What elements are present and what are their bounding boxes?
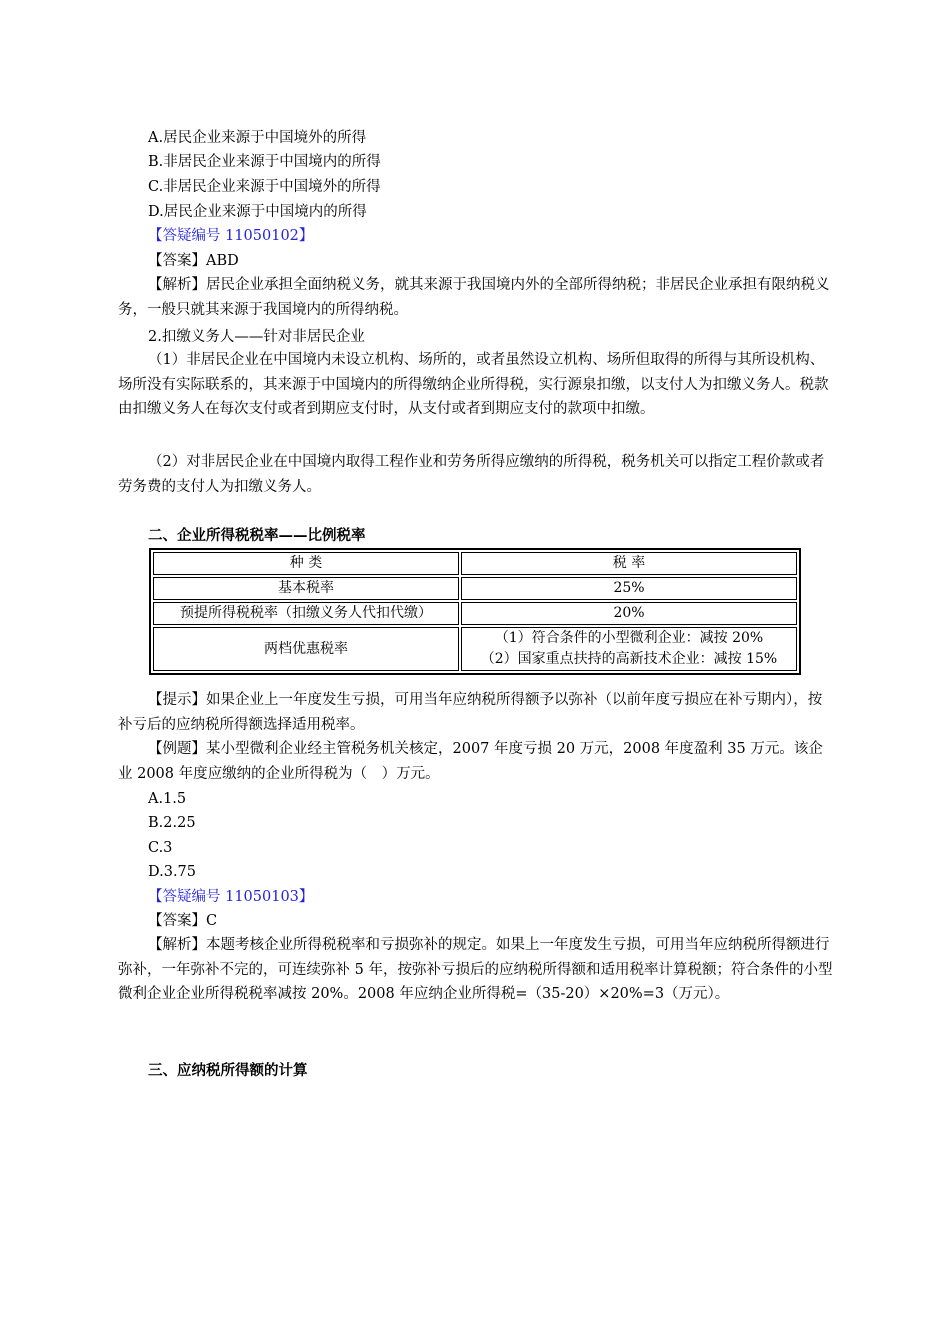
table-row-preferential	[153, 627, 797, 671]
option-b: B.非居民企业来源于中国境内的所得	[148, 154, 381, 170]
example-text: 【例题】某小型微利企业经主管税务机关核定，2007 年度亏损 20 万元，2008 年度盈利 35 万元。该企业 2008 年度应缴纳的企业所得税为（ ）万元。	[118, 741, 823, 782]
table-row	[153, 602, 797, 625]
option-d: D.居民企业来源于中国境内的所得	[148, 204, 367, 220]
row-rate: 20%	[461, 602, 797, 625]
analysis-paragraph	[118, 273, 836, 322]
withholding-p2-text: （2）对非居民企业在中国境内取得工程作业和劳务所得应缴纳的所得税，税务机关可以指定工程价款或者劳务费的支付人为扣缴义务人。	[118, 454, 825, 495]
option-a: A.1.5	[148, 791, 187, 807]
table-row	[153, 577, 797, 600]
tip-text: 【提示】如果企业上一年度发生亏损，可用当年应纳税所得额予以弥补（以前年度亏损应在补亏期内），按补亏后的应纳税所得额选择适用税率。	[118, 692, 823, 733]
row-rate: 25%	[461, 577, 797, 600]
section-heading-tax-rate: 二、企业所得税税率——比例税率	[148, 528, 366, 544]
section-heading-taxable-income: 三、应纳税所得额的计算	[148, 1063, 308, 1079]
answer: 【答案】C	[148, 913, 218, 929]
option-d: D.3.75	[148, 864, 197, 880]
pref-rate-2: （2）国家重点扶持的高新技术企业：减按 15%	[480, 651, 778, 667]
header-rate: 税 率	[461, 552, 797, 575]
row-kind: 基本税率	[153, 577, 459, 600]
option-b: B.2.25	[148, 815, 196, 831]
withholding-p1-text: （1）非居民企业在中国境内未设立机构、场所的，或者虽然设立机构、场所但取得的所得与其所设机构、场所没有实际联系的，其来源于中国境内的所得缴纳企业所得税，实行源泉扣缴，以支付人为扣缴义务人。税款由扣缴义务人在每次支付或者到期应支付时，从支付或者到期应支付的款项中扣缴。	[118, 352, 829, 417]
answer: 【答案】ABD	[148, 253, 239, 269]
header-kind: 种 类	[153, 552, 459, 575]
option-c: C.3	[148, 840, 173, 856]
withholding-p2	[118, 450, 836, 499]
row-rate-list	[461, 627, 797, 671]
tip-paragraph	[118, 688, 836, 737]
row-kind: 预提所得税税率（扣缴义务人代扣代缴）	[153, 602, 459, 625]
option-c: C.非居民企业来源于中国境外的所得	[148, 179, 381, 195]
withholding-title: 2.扣缴义务人——针对非居民企业	[148, 329, 365, 345]
table-header-row	[153, 552, 797, 575]
tax-rate-table	[149, 548, 801, 675]
qa-reference-link[interactable]: 【答疑编号 11050102】	[148, 228, 314, 244]
option-a: A.居民企业来源于中国境外的所得	[148, 130, 367, 146]
analysis-text: 【解析】本题考核企业所得税税率和亏损弥补的规定。如果上一年度发生亏损，可用当年应纳税所得额进行弥补，一年弥补不完的，可连续弥补 5 年，按弥补亏损后的应纳税所得额和适用税率计算税额；符合条件的小型微利企业企业所得税税率减按 20%。2008 年应纳企业所得税=（35-20）×20%=3（万元）。	[118, 937, 833, 1002]
pref-rate-1: （1）符合条件的小型微利企业：减按 20%	[494, 630, 764, 646]
withholding-p1	[118, 348, 836, 422]
example-paragraph	[118, 737, 836, 786]
row-kind: 两档优惠税率	[153, 627, 459, 671]
qa-reference-link[interactable]: 【答疑编号 11050103】	[148, 889, 314, 905]
analysis-paragraph	[118, 933, 836, 1007]
analysis-text: 【解析】居民企业承担全面纳税义务，就其来源于我国境内外的全部所得纳税；非居民企业承担有限纳税义务，一般只就其来源于我国境内的所得纳税。	[118, 277, 830, 318]
